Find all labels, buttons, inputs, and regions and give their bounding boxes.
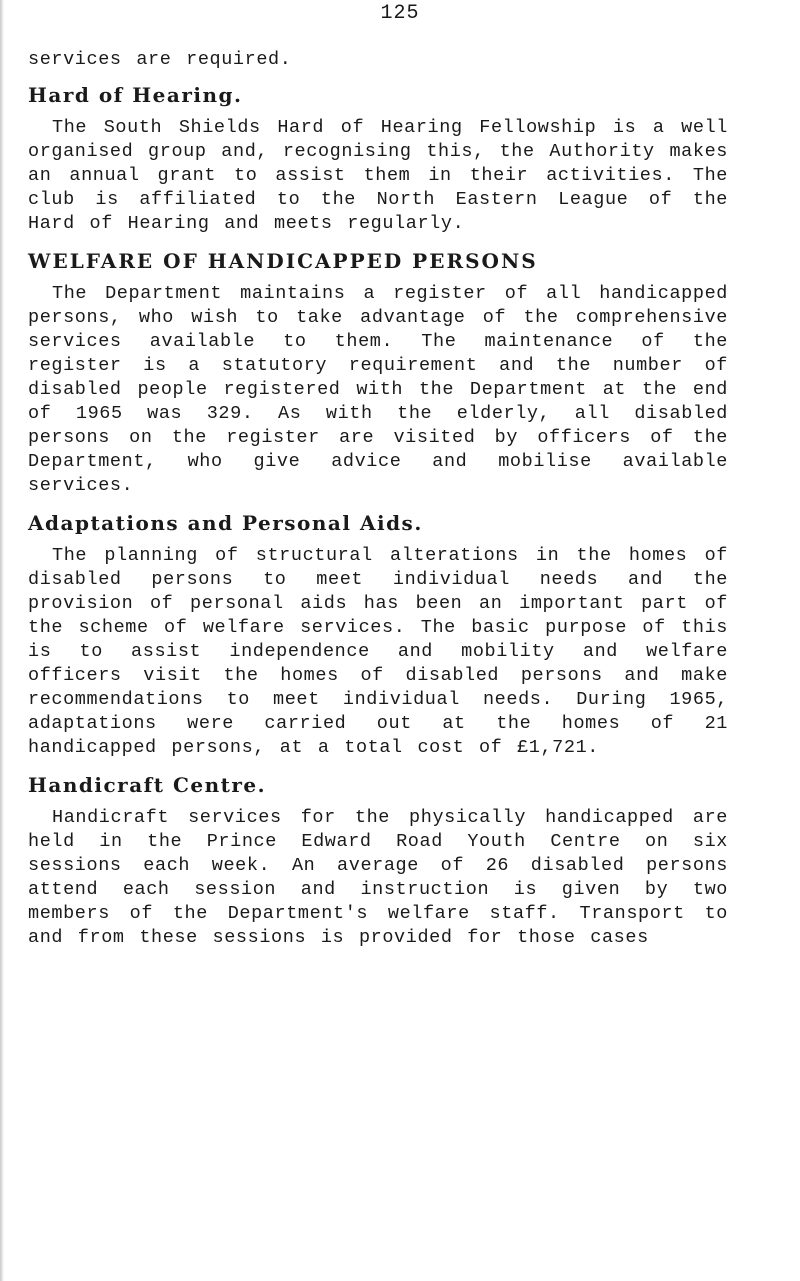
document-body bbox=[28, 48, 728, 950]
page-edge bbox=[0, 0, 4, 1281]
heading-handicraft-centre: Handicraft Centre. bbox=[28, 773, 267, 797]
heading-hard-of-hearing: Hard of Hearing. bbox=[28, 83, 243, 107]
heading-welfare-handicapped: WELFARE OF HANDICAPPED PERSONS bbox=[28, 249, 538, 273]
page-number: 125 bbox=[380, 2, 420, 25]
paragraph-handicraft-centre: Handicraft services for the physically handicapped are held in the Prince Edward Road Youth Centre on six sessions each week. An average of 26 disabled persons attend each session and instruction is given by two members of the Department's welfare staff. Transport to and from these sessions is provided for those cases bbox=[28, 807, 728, 948]
heading-adaptations: Adaptations and Personal Aids. bbox=[28, 511, 423, 535]
paragraph-welfare-handicapped: The Department maintains a register of all handicapped persons, who wish to take advantage of the comprehensive services available to them. The maintenance of the register is a statutory requirement and the number of disabled people registered with the Department at the end of 1965 was 329. As with the elderly, all disabled persons on the register are visited by officers of the Department, who give advice and mobilise available services. bbox=[28, 283, 728, 496]
paragraph-adaptations: The planning of structural alterations in the homes of disabled persons to meet individual needs and the provision of personal aids has been an important part of the scheme of welfare services. The basic purpose of this is to assist independence and mobility and welfare officers visit the homes of disabled persons and make recommendations to meet individual needs. During 1965, adaptations were carried out at the homes of 21 handicapped persons, at a total cost of £1,721. bbox=[28, 545, 728, 758]
paragraph-hard-of-hearing: The South Shields Hard of Hearing Fellowship is a well organised group and, recognising this, the Authority makes an annual grant to assist them in their activities. The club is affiliated to the North Eastern League of the Hard of Hearing and meets regularly. bbox=[28, 117, 728, 234]
intro-line: services are required. bbox=[28, 49, 292, 70]
